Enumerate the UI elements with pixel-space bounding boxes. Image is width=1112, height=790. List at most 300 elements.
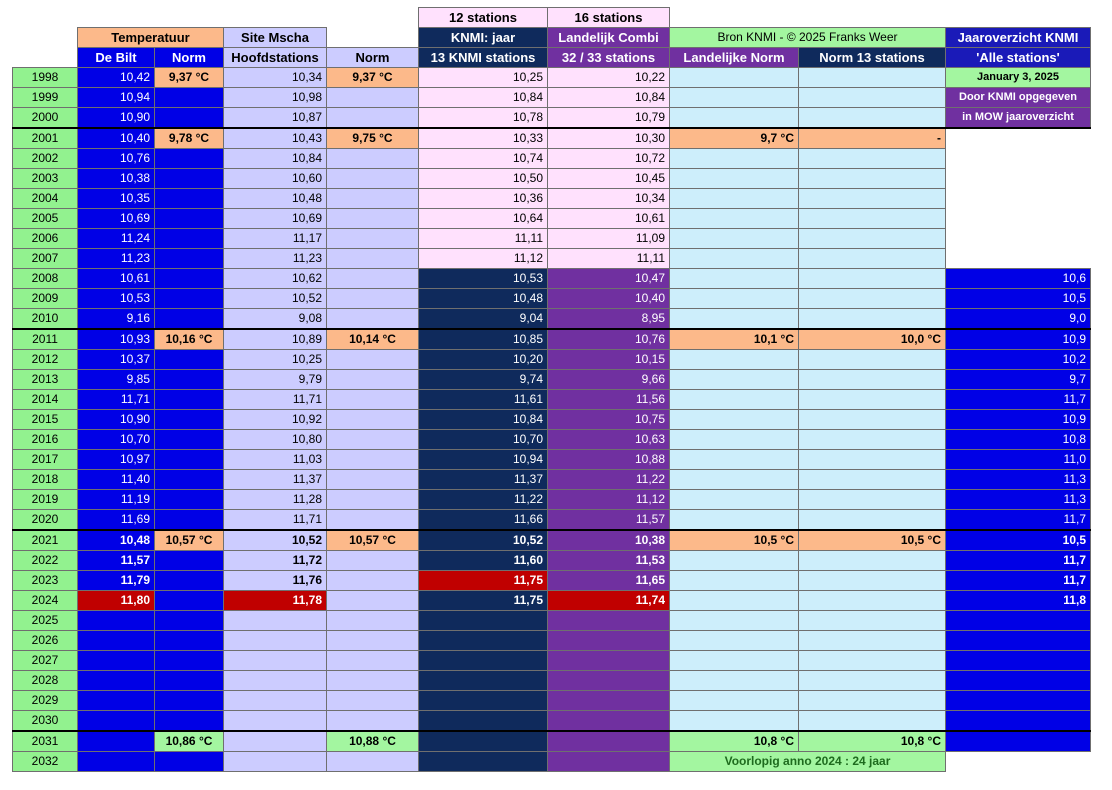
combi-cell: 10,75 xyxy=(548,410,670,430)
combi-cell: 10,38 xyxy=(548,530,670,551)
knmi-13-cell xyxy=(419,631,548,651)
year-cell: 2013 xyxy=(13,370,78,390)
year-cell: 2001 xyxy=(13,128,78,149)
table-row xyxy=(13,530,1091,551)
norm2-cell: 9,75 °C xyxy=(327,128,419,149)
jaaroverzicht-cell: 10,9 xyxy=(946,410,1091,430)
knmi-13-cell: 11,11 xyxy=(419,229,548,249)
landelijke-norm-cell xyxy=(670,430,799,450)
empty-cell xyxy=(946,249,1091,269)
table-row xyxy=(13,189,1091,209)
norm-13-cell xyxy=(799,289,946,309)
combi-cell: 10,47 xyxy=(548,269,670,289)
norm-13-cell xyxy=(799,450,946,470)
source-copyright: Bron KNMI - © 2025 Franks Weer xyxy=(670,28,946,48)
landelijke-norm-cell xyxy=(670,169,799,189)
debilt-cell: 11,24 xyxy=(78,229,155,249)
table-row xyxy=(13,470,1091,490)
jaaroverzicht-cell: 11,3 xyxy=(946,470,1091,490)
year-cell: 2022 xyxy=(13,551,78,571)
combi-cell: 11,57 xyxy=(548,510,670,531)
norm-13-header: Norm 13 stations xyxy=(799,48,946,68)
combi-cell xyxy=(548,611,670,631)
table-row xyxy=(13,390,1091,410)
norm2-cell xyxy=(327,691,419,711)
table-row xyxy=(13,370,1091,390)
knmi-13-cell: 11,75 xyxy=(419,591,548,611)
table-row xyxy=(13,410,1091,430)
combi-cell: 10,72 xyxy=(548,149,670,169)
landelijke-norm-cell xyxy=(670,410,799,430)
knmi-13-cell: 10,48 xyxy=(419,289,548,309)
norm-cell xyxy=(155,370,224,390)
debilt-cell: 10,48 xyxy=(78,530,155,551)
empty-cell xyxy=(946,169,1091,189)
year-cell: 2016 xyxy=(13,430,78,450)
site-mscha-header: Site Mscha xyxy=(224,28,327,48)
knmi-13-cell xyxy=(419,691,548,711)
norm-cell xyxy=(155,631,224,651)
norm2-cell: 10,88 °C xyxy=(327,731,419,752)
table-row xyxy=(13,691,1091,711)
year-cell: 2012 xyxy=(13,350,78,370)
year-cell: 2029 xyxy=(13,691,78,711)
jaaroverzicht-header: Jaaroverzicht KNMI xyxy=(946,28,1091,48)
norm2-cell xyxy=(327,88,419,108)
knmi-13-cell: 10,25 xyxy=(419,68,548,88)
debilt-cell: 11,40 xyxy=(78,470,155,490)
table-row xyxy=(13,169,1091,189)
landelijke-norm-cell: 9,7 °C xyxy=(670,128,799,149)
hoofdstations-cell: 10,43 xyxy=(224,128,327,149)
debilt-cell: 10,40 xyxy=(78,128,155,149)
norm2-cell xyxy=(327,490,419,510)
norm2-cell xyxy=(327,611,419,631)
combi-cell: 10,22 xyxy=(548,68,670,88)
norm2-cell xyxy=(327,149,419,169)
knmi-13-cell: 10,70 xyxy=(419,430,548,450)
combi-cell: 10,40 xyxy=(548,289,670,309)
landelijke-norm-cell xyxy=(670,209,799,229)
landelijke-norm-cell xyxy=(670,551,799,571)
norm-cell xyxy=(155,490,224,510)
landelijke-norm-cell xyxy=(670,470,799,490)
header-row-2 xyxy=(13,28,1091,48)
combi-cell xyxy=(548,651,670,671)
jaaroverzicht-cell xyxy=(946,711,1091,732)
norm-13-cell xyxy=(799,390,946,410)
norm2-cell xyxy=(327,591,419,611)
norm-13-cell xyxy=(799,370,946,390)
knmi-13-cell: 11,60 xyxy=(419,551,548,571)
combi-cell: 10,84 xyxy=(548,88,670,108)
report-date: January 3, 2025 xyxy=(946,68,1091,88)
landelijke-norm-cell xyxy=(670,651,799,671)
knmi-13-cell: 10,20 xyxy=(419,350,548,370)
norm-13-cell xyxy=(799,108,946,129)
jaaroverzicht-cell: 9,0 xyxy=(946,309,1091,330)
norm-cell xyxy=(155,249,224,269)
norm-cell xyxy=(155,189,224,209)
knmi-13-cell: 10,33 xyxy=(419,128,548,149)
combi-cell: 11,12 xyxy=(548,490,670,510)
norm-cell xyxy=(155,571,224,591)
knmi-13-cell: 11,37 xyxy=(419,470,548,490)
debilt-cell: 11,79 xyxy=(78,571,155,591)
year-cell: 2026 xyxy=(13,631,78,651)
norm2-cell xyxy=(327,510,419,531)
jaaroverzicht-cell: 10,5 xyxy=(946,530,1091,551)
norm-cell xyxy=(155,671,224,691)
hoofdstations-cell: 11,03 xyxy=(224,450,327,470)
landelijke-norm-cell xyxy=(670,631,799,651)
de-bilt-header: De Bilt xyxy=(78,48,155,68)
norm-13-cell xyxy=(799,671,946,691)
norm-13-cell xyxy=(799,410,946,430)
debilt-cell xyxy=(78,651,155,671)
combi-cell: 10,61 xyxy=(548,209,670,229)
hoofdstations-cell: 10,52 xyxy=(224,530,327,551)
norm-header: Norm xyxy=(155,48,224,68)
table-row xyxy=(13,149,1091,169)
jaaroverzicht-cell: 11,3 xyxy=(946,490,1091,510)
jaaroverzicht-cell: 11,0 xyxy=(946,450,1091,470)
norm2-cell: 10,57 °C xyxy=(327,530,419,551)
norm-cell xyxy=(155,309,224,330)
table-row xyxy=(13,430,1091,450)
norm-cell xyxy=(155,611,224,631)
norm2-cell xyxy=(327,752,419,772)
year-cell: 2008 xyxy=(13,269,78,289)
landelijke-norm-header: Landelijke Norm xyxy=(670,48,799,68)
knmi-13-cell: 11,66 xyxy=(419,510,548,531)
norm-13-cell xyxy=(799,631,946,651)
hoofdstations-cell: 11,78 xyxy=(224,591,327,611)
table-row xyxy=(13,350,1091,370)
year-cell: 2019 xyxy=(13,490,78,510)
jaaroverzicht-cell xyxy=(946,691,1091,711)
landelijke-norm-cell: 10,8 °C xyxy=(670,731,799,752)
year-cell: 2014 xyxy=(13,390,78,410)
jaaroverzicht-cell: 10,2 xyxy=(946,350,1091,370)
table-row xyxy=(13,269,1091,289)
landelijke-norm-cell xyxy=(670,68,799,88)
debilt-cell: 11,71 xyxy=(78,390,155,410)
hoofdstations-cell xyxy=(224,691,327,711)
norm-cell xyxy=(155,209,224,229)
debilt-cell: 9,85 xyxy=(78,370,155,390)
norm2-cell xyxy=(327,430,419,450)
norm2-cell: 9,37 °C xyxy=(327,68,419,88)
hoofdstations-cell: 10,69 xyxy=(224,209,327,229)
norm-13-cell xyxy=(799,430,946,450)
hoofdstations-cell: 10,25 xyxy=(224,350,327,370)
norm2-cell xyxy=(327,631,419,651)
year-cell: 2023 xyxy=(13,571,78,591)
landelijke-norm-cell xyxy=(670,390,799,410)
landelijke-norm-cell xyxy=(670,510,799,531)
norm2-cell xyxy=(327,711,419,732)
norm2-cell xyxy=(327,671,419,691)
landelijke-norm-cell xyxy=(670,189,799,209)
debilt-cell: 10,53 xyxy=(78,289,155,309)
norm-cell xyxy=(155,108,224,129)
norm-cell: 9,78 °C xyxy=(155,128,224,149)
norm2-cell xyxy=(327,229,419,249)
debilt-cell xyxy=(78,691,155,711)
norm-13-cell xyxy=(799,68,946,88)
year-cell: 2003 xyxy=(13,169,78,189)
norm-cell xyxy=(155,651,224,671)
norm-cell xyxy=(155,510,224,531)
norm-cell: 10,57 °C xyxy=(155,530,224,551)
norm-13-cell xyxy=(799,591,946,611)
table-row xyxy=(13,490,1091,510)
jaaroverzicht-cell xyxy=(946,671,1091,691)
norm-cell xyxy=(155,691,224,711)
norm-13-cell xyxy=(799,269,946,289)
combi-cell: 10,76 xyxy=(548,329,670,350)
table-row xyxy=(13,631,1091,651)
knmi-13-cell: 10,84 xyxy=(419,410,548,430)
norm2-cell xyxy=(327,651,419,671)
hoofdstations-cell xyxy=(224,711,327,732)
empty-cell xyxy=(946,752,1091,772)
header-row-1 xyxy=(13,8,1091,28)
jaaroverzicht-cell: 9,7 xyxy=(946,370,1091,390)
debilt-cell: 11,69 xyxy=(78,510,155,531)
knmi-13-cell: 10,78 xyxy=(419,108,548,129)
year-cell: 2024 xyxy=(13,591,78,611)
debilt-cell: 10,76 xyxy=(78,149,155,169)
empty-cell xyxy=(946,149,1091,169)
jaaroverzicht-cell: 11,7 xyxy=(946,551,1091,571)
empty-cell xyxy=(946,229,1091,249)
combi-cell: 11,56 xyxy=(548,390,670,410)
norm-13-cell xyxy=(799,249,946,269)
knmi-13-cell: 10,36 xyxy=(419,189,548,209)
norm-13-cell xyxy=(799,350,946,370)
norm-cell xyxy=(155,169,224,189)
norm-13-cell xyxy=(799,149,946,169)
year-cell: 1999 xyxy=(13,88,78,108)
hoofdstations-cell: 11,37 xyxy=(224,470,327,490)
combi-cell xyxy=(548,752,670,772)
norm2-cell xyxy=(327,108,419,129)
norm2-cell xyxy=(327,450,419,470)
norm-cell xyxy=(155,289,224,309)
knmi-13-cell: 10,53 xyxy=(419,269,548,289)
combi-cell xyxy=(548,711,670,732)
hoofdstations-cell: 11,71 xyxy=(224,510,327,531)
landelijke-norm-cell xyxy=(670,671,799,691)
knmi-13-cell: 10,50 xyxy=(419,169,548,189)
norm-13-cell xyxy=(799,691,946,711)
knmi-13-cell xyxy=(419,731,548,752)
norm-cell: 10,16 °C xyxy=(155,329,224,350)
hoofdstations-cell: 10,80 xyxy=(224,430,327,450)
combi-cell: 11,11 xyxy=(548,249,670,269)
hoofdstations-cell: 9,08 xyxy=(224,309,327,330)
debilt-cell: 10,70 xyxy=(78,430,155,450)
combi-cell xyxy=(548,691,670,711)
norm2-cell xyxy=(327,551,419,571)
landelijke-norm-cell: 10,5 °C xyxy=(670,530,799,551)
norm2-cell: 10,14 °C xyxy=(327,329,419,350)
hoofdstations-cell: 11,17 xyxy=(224,229,327,249)
landelijke-norm-cell xyxy=(670,289,799,309)
knmi-13-cell xyxy=(419,651,548,671)
alle-stations-header: 'Alle stations' xyxy=(946,48,1091,68)
debilt-cell: 10,35 xyxy=(78,189,155,209)
table-row xyxy=(13,450,1091,470)
voorlopig-note: Voorlopig anno 2024 : 24 jaar xyxy=(670,752,946,772)
knmi-13-cell: 10,64 xyxy=(419,209,548,229)
hoofdstations-cell xyxy=(224,651,327,671)
norm2-cell xyxy=(327,249,419,269)
empty-cell xyxy=(946,189,1091,209)
norm-13-cell xyxy=(799,88,946,108)
norm-cell xyxy=(155,752,224,772)
table-row xyxy=(13,671,1091,691)
norm-cell xyxy=(155,470,224,490)
hoofdstations-cell: 10,52 xyxy=(224,289,327,309)
combi-cell: 9,66 xyxy=(548,370,670,390)
year-cell: 2005 xyxy=(13,209,78,229)
hoofdstations-cell: 11,76 xyxy=(224,571,327,591)
knmi-13-cell: 11,12 xyxy=(419,249,548,269)
hoofdstations-cell xyxy=(224,671,327,691)
knmi-note: Door KNMI opgegeven xyxy=(946,88,1091,108)
norm-cell xyxy=(155,591,224,611)
jaaroverzicht-cell xyxy=(946,651,1091,671)
knmi-note: in MOW jaaroverzicht xyxy=(946,108,1091,129)
hoofdstations-cell: 10,92 xyxy=(224,410,327,430)
table-row xyxy=(13,329,1091,350)
year-cell: 2031 xyxy=(13,731,78,752)
norm-cell xyxy=(155,149,224,169)
combi-cell xyxy=(548,631,670,651)
landelijke-norm-cell xyxy=(670,249,799,269)
debilt-cell: 11,57 xyxy=(78,551,155,571)
hoofdstations-cell: 10,84 xyxy=(224,149,327,169)
norm2-cell xyxy=(327,209,419,229)
jaaroverzicht-cell xyxy=(946,611,1091,631)
year-cell: 2030 xyxy=(13,711,78,732)
norm-cell: 9,37 °C xyxy=(155,68,224,88)
year-cell: 2027 xyxy=(13,651,78,671)
debilt-cell: 10,61 xyxy=(78,269,155,289)
norm-13-cell xyxy=(799,510,946,531)
table-row xyxy=(13,752,1091,772)
year-cell: 2007 xyxy=(13,249,78,269)
jaaroverzicht-cell: 11,7 xyxy=(946,571,1091,591)
hoofdstations-cell: 10,98 xyxy=(224,88,327,108)
table-row xyxy=(13,68,1091,88)
knmi-13-cell xyxy=(419,752,548,772)
norm2-cell xyxy=(327,370,419,390)
norm-cell xyxy=(155,229,224,249)
landelijke-norm-cell xyxy=(670,711,799,732)
year-cell: 2025 xyxy=(13,611,78,631)
landelijke-norm-cell xyxy=(670,269,799,289)
hoofdstations-cell: 11,72 xyxy=(224,551,327,571)
norm2-cell xyxy=(327,410,419,430)
norm-cell: 10,86 °C xyxy=(155,731,224,752)
norm2-cell xyxy=(327,571,419,591)
jaaroverzicht-cell xyxy=(946,631,1091,651)
norm2-cell xyxy=(327,189,419,209)
knmi-13-cell: 10,74 xyxy=(419,149,548,169)
hoofdstations-cell xyxy=(224,752,327,772)
year-cell: 2017 xyxy=(13,450,78,470)
table-row xyxy=(13,249,1091,269)
landelijke-norm-cell xyxy=(670,611,799,631)
knmi-13-cell: 11,22 xyxy=(419,490,548,510)
year-cell: 2015 xyxy=(13,410,78,430)
norm2-cell xyxy=(327,169,419,189)
combi-cell: 10,79 xyxy=(548,108,670,129)
norm-13-cell xyxy=(799,490,946,510)
combi-cell: 10,15 xyxy=(548,350,670,370)
landelijke-norm-cell xyxy=(670,370,799,390)
stations-16-header: 16 stations xyxy=(548,8,670,28)
debilt-cell: 10,93 xyxy=(78,329,155,350)
hoofdstations-cell: 11,28 xyxy=(224,490,327,510)
jaaroverzicht-cell: 11,8 xyxy=(946,591,1091,611)
combi-cell: 10,63 xyxy=(548,430,670,450)
knmi-13-cell: 10,94 xyxy=(419,450,548,470)
debilt-cell xyxy=(78,752,155,772)
debilt-cell: 10,69 xyxy=(78,209,155,229)
debilt-cell xyxy=(78,711,155,732)
norm-13-cell xyxy=(799,470,946,490)
jaaroverzicht-cell: 10,8 xyxy=(946,430,1091,450)
norm-13-cell: - xyxy=(799,128,946,149)
landelijke-norm-cell xyxy=(670,591,799,611)
year-cell: 2020 xyxy=(13,510,78,531)
knmi-13-cell: 10,84 xyxy=(419,88,548,108)
hoofdstations-cell: 10,62 xyxy=(224,269,327,289)
norm-cell xyxy=(155,269,224,289)
combi-cell: 10,34 xyxy=(548,189,670,209)
temperature-table xyxy=(12,7,1091,772)
combi-cell: 8,95 xyxy=(548,309,670,330)
debilt-cell xyxy=(78,631,155,651)
combi-cell: 11,65 xyxy=(548,571,670,591)
stations-12-header: 12 stations xyxy=(419,8,548,28)
year-cell: 2018 xyxy=(13,470,78,490)
knmi-13-cell: 9,04 xyxy=(419,309,548,330)
header-row-3 xyxy=(13,48,1091,68)
hoofdstations-cell: 10,89 xyxy=(224,329,327,350)
table-row xyxy=(13,571,1091,591)
table-row xyxy=(13,591,1091,611)
year-cell: 2032 xyxy=(13,752,78,772)
temperatuur-header: Temperatuur xyxy=(78,28,224,48)
debilt-cell: 10,38 xyxy=(78,169,155,189)
year-cell: 2002 xyxy=(13,149,78,169)
combi-cell xyxy=(548,731,670,752)
year-cell: 2004 xyxy=(13,189,78,209)
debilt-cell xyxy=(78,671,155,691)
norm2-cell xyxy=(327,350,419,370)
table-row xyxy=(13,108,1091,129)
norm-13-cell: 10,5 °C xyxy=(799,530,946,551)
debilt-cell: 10,97 xyxy=(78,450,155,470)
debilt-cell: 11,80 xyxy=(78,591,155,611)
year-cell: 2006 xyxy=(13,229,78,249)
